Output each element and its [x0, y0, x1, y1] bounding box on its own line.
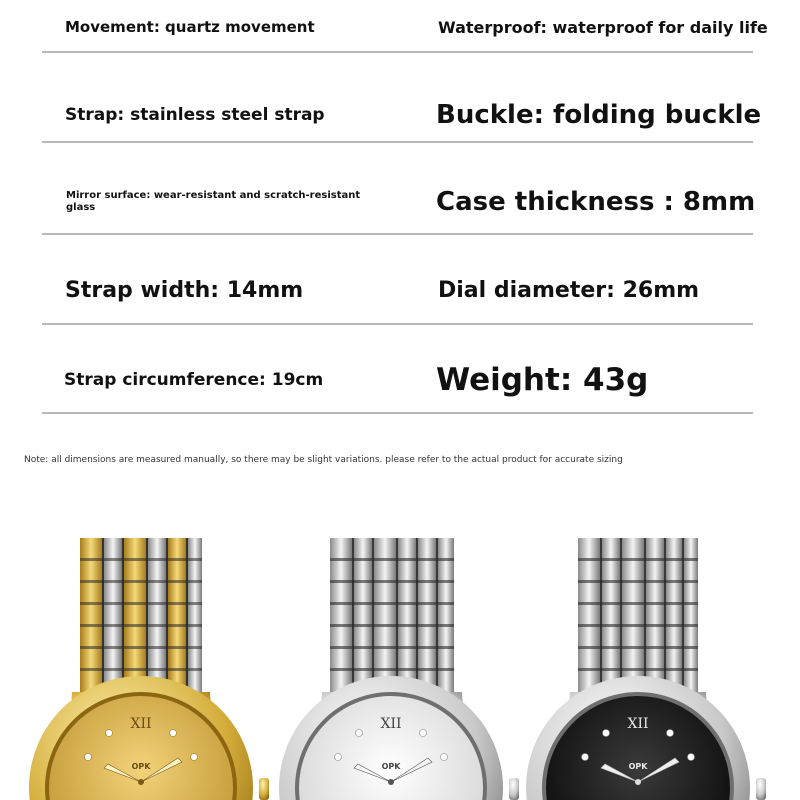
divider-1 [42, 51, 753, 53]
spec-strap: Strap: stainless steel strap [65, 105, 325, 125]
watch-silver-white [279, 538, 519, 800]
svg-text:OPK: OPK [628, 762, 648, 771]
watch-gold [29, 538, 269, 800]
spec-waterproof: Waterproof: waterproof for daily life [438, 18, 768, 37]
spec-case-thickness: Case thickness : 8mm [436, 187, 756, 217]
svg-text:XII: XII [130, 716, 152, 732]
spec-movement: Movement: quartz movement [65, 18, 315, 36]
bracelet-links [578, 538, 698, 698]
spec-buckle: Buckle: folding buckle [436, 100, 762, 130]
svg-text:XII: XII [627, 716, 649, 732]
watch-silver-black [526, 538, 766, 800]
svg-text:XII: XII [380, 716, 402, 732]
measurement-note: Note: all dimensions are measured manually, so there may be slight variations. please refer to the actual product for accurate sizing [24, 455, 623, 465]
spec-strap-width: Strap width: 14mm [65, 278, 304, 303]
svg-text:OPK: OPK [131, 762, 151, 771]
svg-text:OPK: OPK [381, 762, 401, 771]
watch-product-photos [0, 520, 800, 800]
bracelet-links [330, 538, 454, 698]
bracelet-links [80, 538, 202, 698]
divider-5 [42, 412, 753, 414]
spec-dial-diameter: Dial diameter: 26mm [438, 278, 700, 303]
divider-4 [42, 323, 753, 325]
divider-3 [42, 233, 753, 235]
spec-strap-circumference: Strap circumference: 19cm [64, 370, 324, 390]
spec-mirror-surface: Mirror surface: wear-resistant and scratch-resistant glass [66, 190, 361, 213]
divider-2 [42, 141, 753, 143]
spec-weight: Weight: 43g [436, 362, 649, 398]
